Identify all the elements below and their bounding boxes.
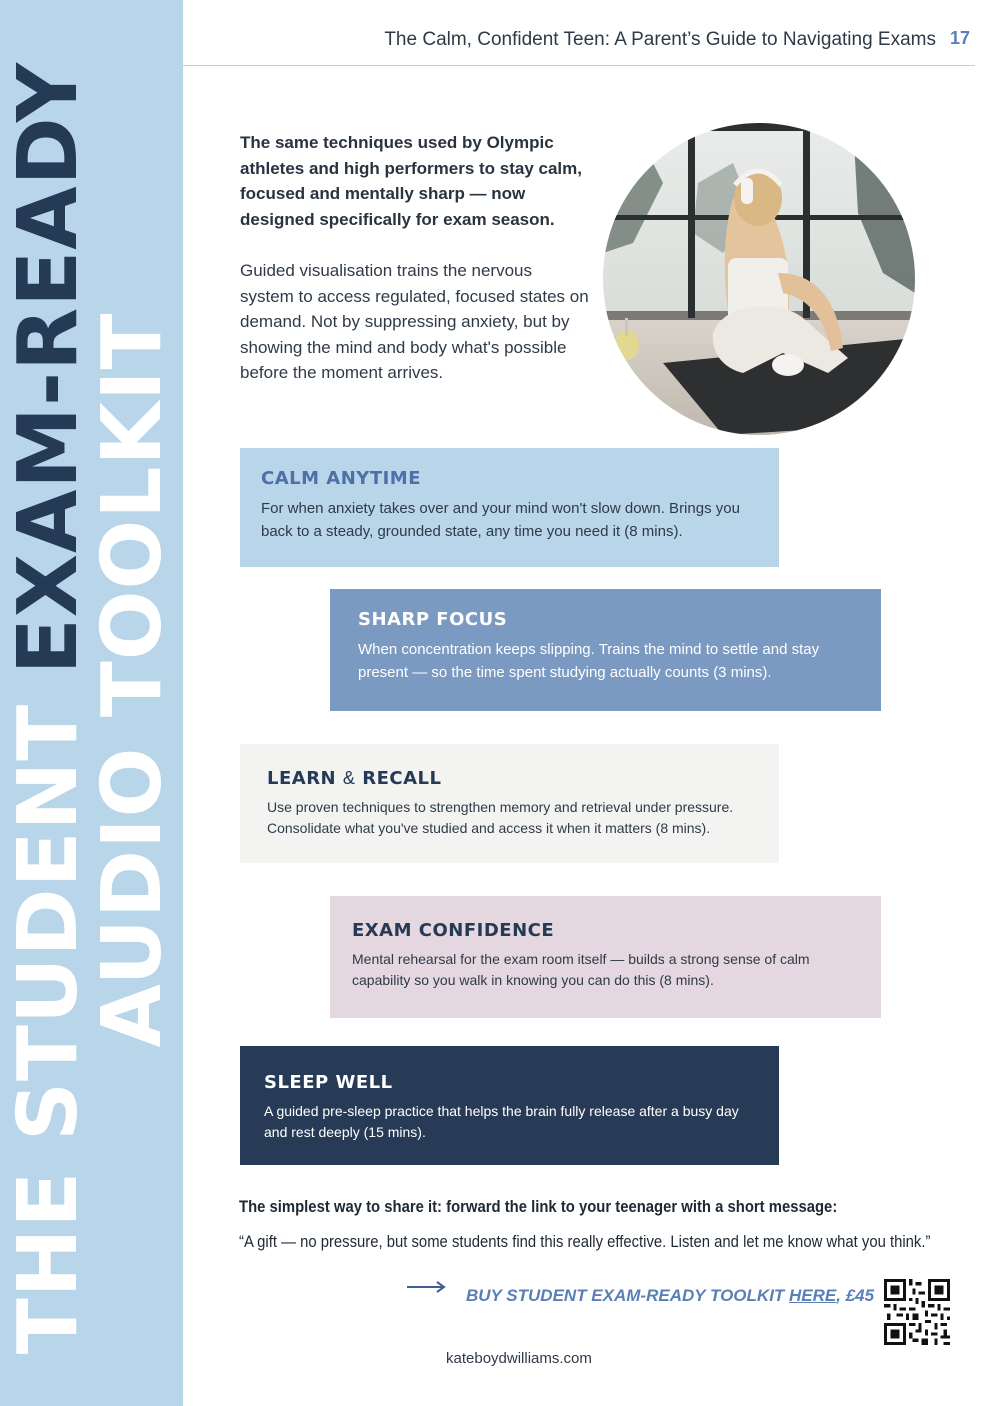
header-title: The Calm, Confident Teen: A Parent’s Guide to Navigating Exams [384, 29, 936, 50]
arrow-right-icon [407, 1280, 447, 1294]
page-header [183, 0, 1006, 66]
track-title-part-a: LEARN [267, 768, 337, 789]
page-number: 17 [949, 28, 970, 48]
buy-toolkit-cta[interactable] [466, 1286, 874, 1306]
track-description: For when anxiety takes over and your mind won't slow down. Brings you back to a steady, grounded state, any time you need it (8 mins). [261, 500, 740, 540]
track-title-ampersand: & [342, 768, 356, 788]
track-card-calm-anytime [240, 448, 779, 567]
track-title: SHARP FOCUS [358, 609, 508, 630]
sidebar-title [1, 61, 180, 1355]
sidebar-title-line1 [1, 61, 96, 1355]
share-instructions: The simplest way to share it: forward the link to your teenager with a short message: [239, 1198, 838, 1216]
intro-lead: The same techniques used by Olympic athletes and high performers to stay calm, focused and mentally sharp — now designed specifically for exam season. [240, 133, 582, 229]
track-title: SLEEP WELL [264, 1072, 393, 1093]
cta-text: BUY STUDENT EXAM-READY TOOLKIT [466, 1286, 790, 1305]
sidebar-title-part-a: THE STUDENT [1, 703, 96, 1355]
track-title-part-b: RECALL [362, 768, 442, 789]
qr-code-icon[interactable] [884, 1279, 950, 1345]
cta-price: , £45 [836, 1286, 875, 1305]
track-description: A guided pre-sleep practice that helps the brain fully release after a busy day and rest deeply (15 mins). [264, 1103, 739, 1140]
track-title: EXAM CONFIDENCE [352, 920, 555, 941]
track-description: Use proven techniques to strengthen memory and retrieval under pressure. Consolidate what you've studied and access it when it matters (8 mins). [267, 799, 734, 836]
buy-here-link[interactable]: HERE [789, 1286, 837, 1305]
girl-headphones-photo [603, 123, 915, 435]
track-card-sharp-focus [330, 589, 881, 711]
sidebar [0, 0, 183, 1406]
share-quote: “A gift — no pressure, but some students find this really effective. Listen and let me know what you think.” [239, 1233, 931, 1251]
track-title: CALM ANYTIME [261, 468, 422, 489]
track-description: When concentration keeps slipping. Trains the mind to settle and stay present — so the time spent studying actually counts (3 mins). [358, 641, 820, 681]
footer-website: kateboydwilliams.com [446, 1350, 592, 1367]
track-title [267, 768, 752, 789]
intro-body: Guided visualisation trains the nervous system to access regulated, focused states on demand. Not by suppressing anxiety, but by showing the mind and body what's possible before the moment arrives. [240, 261, 589, 382]
track-card-learn-recall [240, 744, 779, 863]
track-card-exam-confidence [330, 896, 881, 1018]
sidebar-title-highlight: EXAM-READY [1, 61, 96, 675]
track-description: Mental rehearsal for the exam room itself — builds a strong sense of calm capability so you walk in knowing you can do this (8 mins). [352, 951, 810, 988]
track-card-sleep-well [240, 1046, 779, 1165]
sidebar-title-line2: AUDIO TOOLKIT [85, 312, 180, 1048]
header-divider [183, 65, 975, 66]
